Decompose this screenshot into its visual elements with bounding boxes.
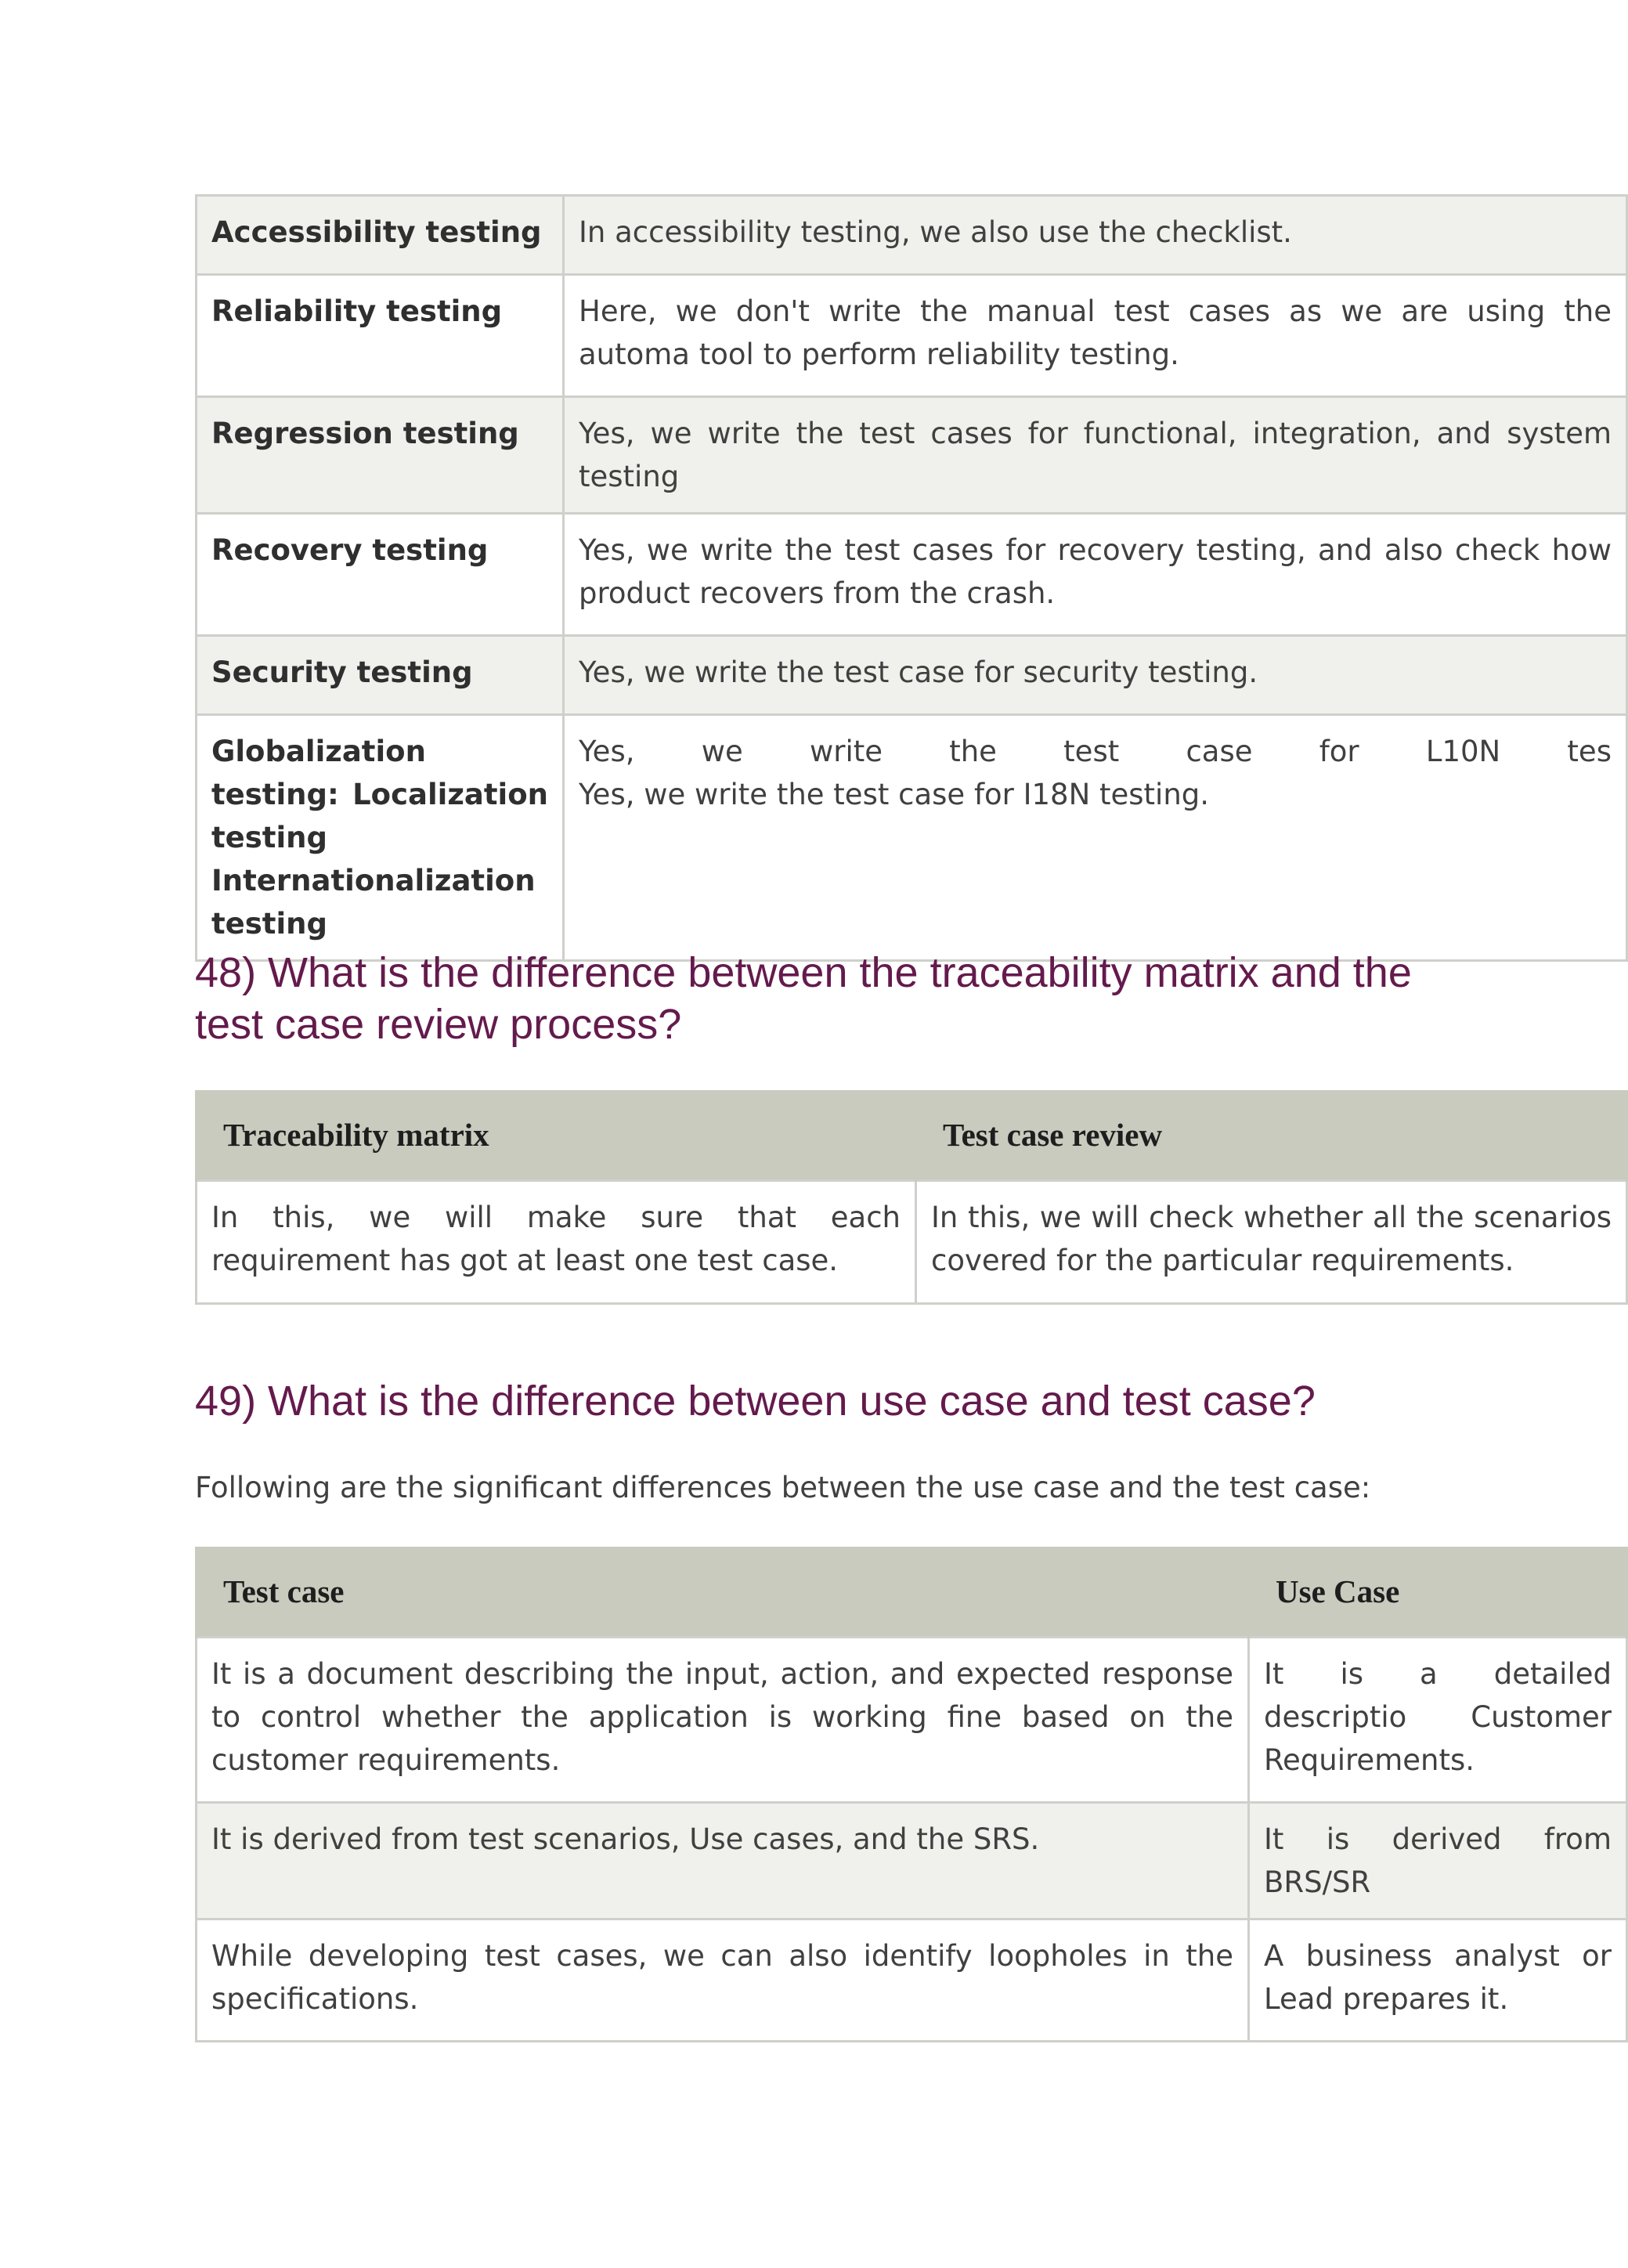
- column-header: Use Case: [1249, 1547, 1627, 1638]
- table-row: [197, 1638, 1627, 1803]
- testing-type-cell: Recovery testing: [197, 514, 564, 636]
- table-row: [197, 1181, 1627, 1304]
- word: Yes,: [579, 735, 635, 768]
- word: for: [1319, 735, 1359, 768]
- word: tes: [1567, 735, 1612, 768]
- testing-types-table: [195, 194, 1628, 962]
- testing-type-cell: Security testing: [197, 636, 564, 715]
- table-cell: It is a detailed descriptio Customer Requirements.: [1249, 1638, 1627, 1803]
- table-header-row: [197, 1547, 1627, 1638]
- testing-description-cell: [564, 715, 1627, 961]
- question-48-heading: 48) What is the difference between the traceability matrix and the test case review process?: [195, 949, 1412, 1048]
- test-case-vs-use-case-table: [195, 1547, 1628, 2042]
- testing-type-cell: Reliability testing: [197, 275, 564, 397]
- table-cell: It is derived from BRS/SR: [1249, 1803, 1627, 1919]
- table-cell: In this, we will make sure that each requirement has got at least one test case.: [197, 1181, 916, 1304]
- testing-description-cell: Here, we don't write the manual test cases as we are using the automa tool to perform reliability testing.: [564, 275, 1627, 397]
- word: test: [1063, 735, 1120, 768]
- intro-paragraph: Following are the significant differences between the use case and the test case:: [195, 1471, 1371, 1504]
- word: write: [809, 735, 883, 768]
- word: the: [949, 735, 997, 768]
- table-row: [197, 636, 1627, 715]
- table-row: [197, 275, 1627, 397]
- table-cell: In this, we will check whether all the scenarios covered for the particular requirements.: [916, 1181, 1627, 1304]
- word: L10N: [1425, 735, 1501, 768]
- table-cell: While developing test cases, we can also identify loopholes in the specifications.: [197, 1919, 1249, 2042]
- globalization-line-2: Yes, we write the test case for I18N testing.: [579, 778, 1210, 811]
- table-row: [197, 397, 1627, 514]
- word: we: [701, 735, 743, 768]
- question-49-heading: 49) What is the difference between use case and test case?: [195, 1378, 1316, 1425]
- testing-type-cell: Regression testing: [197, 397, 564, 514]
- testing-type-cell: Accessibility testing: [197, 196, 564, 275]
- table-row: [197, 196, 1627, 275]
- column-header: Test case: [197, 1547, 1249, 1638]
- column-header: Test case review: [916, 1090, 1627, 1181]
- table-row: [197, 1803, 1627, 1919]
- traceability-vs-review-table: [195, 1090, 1628, 1305]
- column-header: Traceability matrix: [197, 1090, 916, 1181]
- testing-description-cell: Yes, we write the test cases for recovery testing, and also check how product recovers from the crash.: [564, 514, 1627, 636]
- table-cell: It is derived from test scenarios, Use cases, and the SRS.: [197, 1803, 1249, 1919]
- table-cell: A business analyst or Lead prepares it.: [1249, 1919, 1627, 2042]
- table-row: [197, 514, 1627, 636]
- table-row: [197, 1919, 1627, 2042]
- word: case: [1186, 735, 1253, 768]
- testing-type-cell: Globalization testing: Localization testing Internationalization testing: [197, 715, 564, 961]
- table-header-row: [197, 1090, 1627, 1181]
- table-row: [197, 715, 1627, 961]
- table-cell: It is a document describing the input, action, and expected response to control whether the application is working fine based on the customer requirements.: [197, 1638, 1249, 1803]
- testing-description-cell: Yes, we write the test cases for functional, integration, and system testing: [564, 397, 1627, 514]
- globalization-line-1: [579, 730, 1612, 773]
- testing-description-cell: In accessibility testing, we also use the checklist.: [564, 196, 1627, 275]
- testing-description-cell: Yes, we write the test case for security testing.: [564, 636, 1627, 715]
